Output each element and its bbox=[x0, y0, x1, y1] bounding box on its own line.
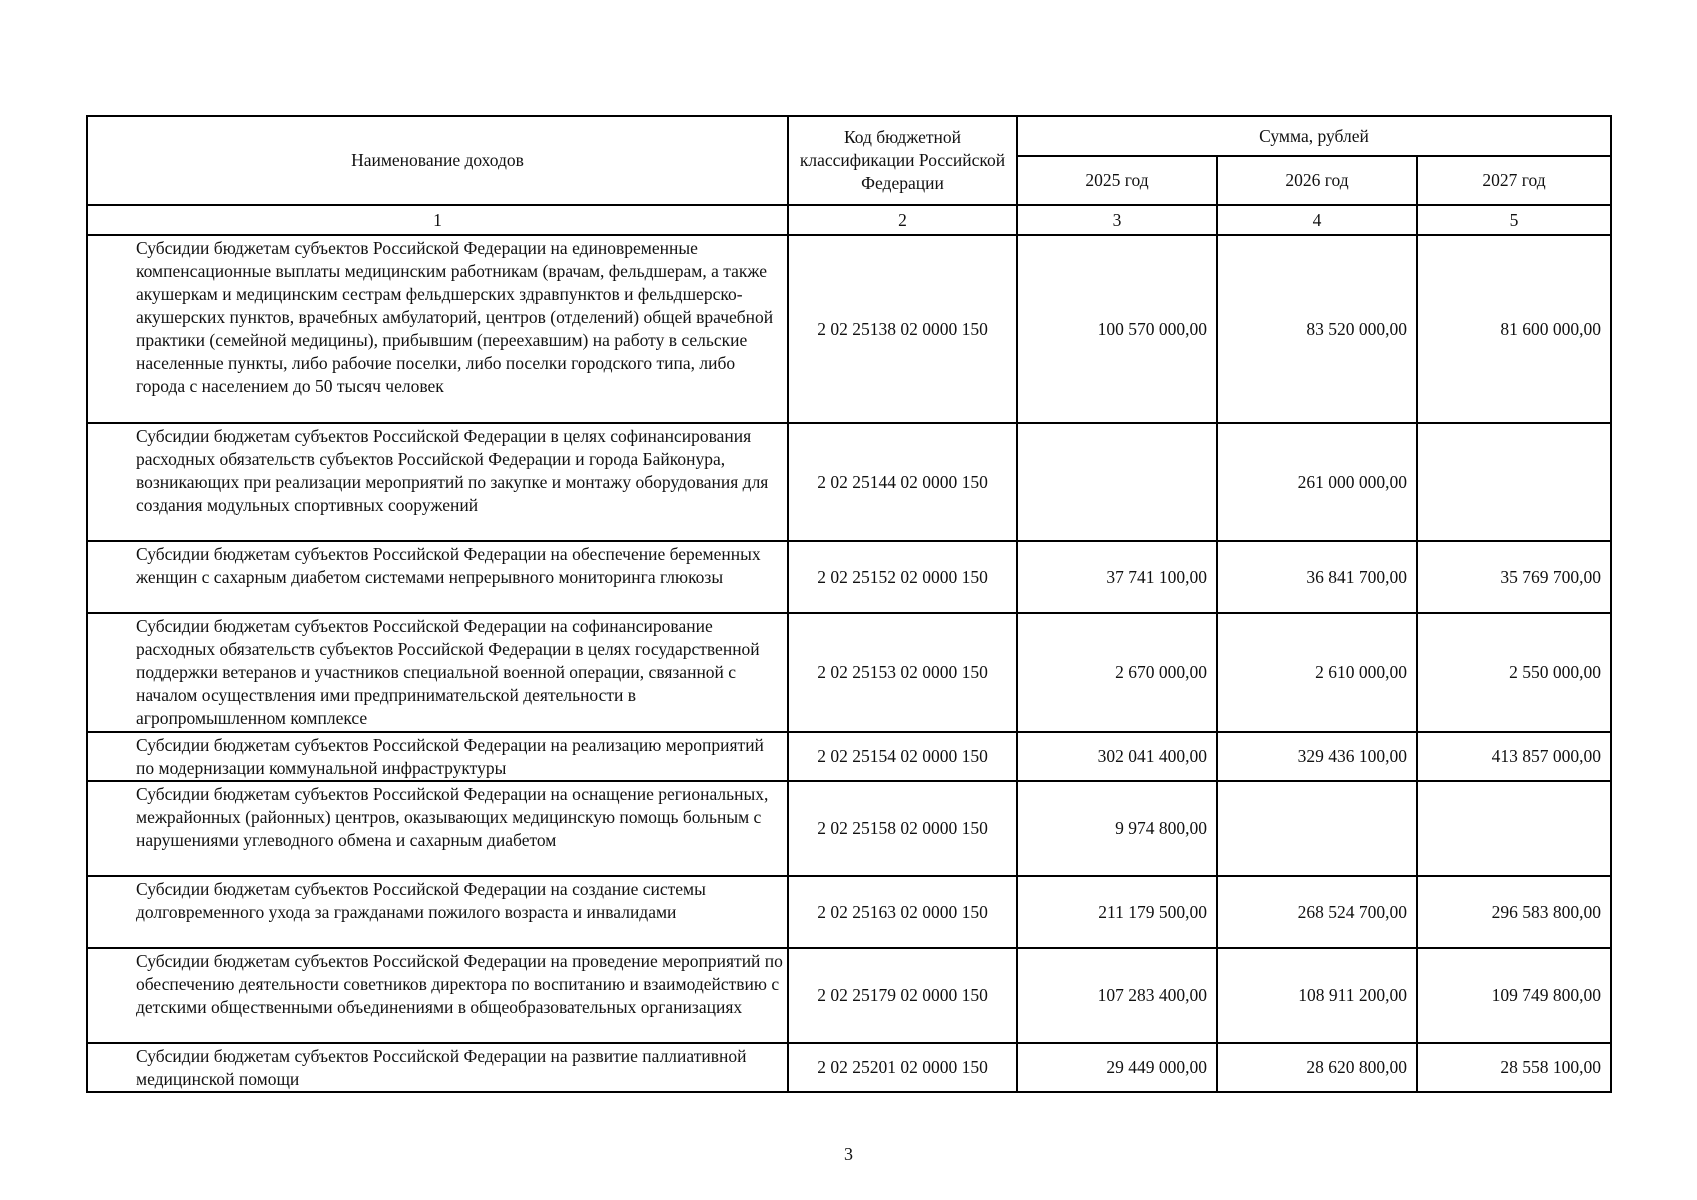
table-row bbox=[87, 541, 1611, 613]
budget-code-cell: 2 02 25154 02 0000 150 bbox=[788, 732, 1017, 781]
budget-code-cell: 2 02 25144 02 0000 150 bbox=[788, 423, 1017, 541]
income-name-cell: Субсидии бюджетам субъектов Российской Федерации на обеспечение беременных женщин с сахарным диабетом системами непрерывного мониторинга глюкозы bbox=[87, 541, 788, 613]
header-year-2026: 2026 год bbox=[1217, 156, 1417, 205]
column-number: 2 bbox=[788, 205, 1017, 235]
amount-2026-cell: 108 911 200,00 bbox=[1217, 948, 1417, 1043]
table-row bbox=[87, 732, 1611, 781]
column-number: 3 bbox=[1017, 205, 1217, 235]
amount-2026-cell: 2 610 000,00 bbox=[1217, 613, 1417, 732]
budget-code-cell: 2 02 25153 02 0000 150 bbox=[788, 613, 1017, 732]
amount-2025-cell: 2 670 000,00 bbox=[1017, 613, 1217, 732]
amount-2025-cell: 9 974 800,00 bbox=[1017, 781, 1217, 876]
income-name-cell: Субсидии бюджетам субъектов Российской Федерации в целях софинансирования расходных обязательств субъектов Российской Федерации и города Байконура, возникающих при реализации мероприятий по закупке и монтажу оборудования для создания модульных спортивных сооружений bbox=[87, 423, 788, 541]
income-name-cell: Субсидии бюджетам субъектов Российской Федерации на реализацию мероприятий по модернизации коммунальной инфраструктуры bbox=[87, 732, 788, 781]
income-name-cell: Субсидии бюджетам субъектов Российской Федерации на оснащение региональных, межрайонных (районных) центров, оказывающих медицинскую помощь больным с нарушениями углеводного обмена и сахарным диабетом bbox=[87, 781, 788, 876]
column-number: 4 bbox=[1217, 205, 1417, 235]
amount-2025-cell: 37 741 100,00 bbox=[1017, 541, 1217, 613]
budget-code-cell: 2 02 25201 02 0000 150 bbox=[788, 1043, 1017, 1092]
amount-2026-cell bbox=[1217, 781, 1417, 876]
amount-2027-cell: 109 749 800,00 bbox=[1417, 948, 1611, 1043]
table-row bbox=[87, 423, 1611, 541]
header-income-name: Наименование доходов bbox=[87, 116, 788, 205]
amount-2027-cell: 35 769 700,00 bbox=[1417, 541, 1611, 613]
amount-2027-cell: 81 600 000,00 bbox=[1417, 235, 1611, 423]
header-sum: Сумма, рублей bbox=[1017, 116, 1611, 156]
amount-2025-cell: 211 179 500,00 bbox=[1017, 876, 1217, 948]
amount-2026-cell: 36 841 700,00 bbox=[1217, 541, 1417, 613]
amount-2026-cell: 261 000 000,00 bbox=[1217, 423, 1417, 541]
table-row bbox=[87, 613, 1611, 732]
header-year-2025: 2025 год bbox=[1017, 156, 1217, 205]
amount-2027-cell: 413 857 000,00 bbox=[1417, 732, 1611, 781]
amount-2025-cell: 100 570 000,00 bbox=[1017, 235, 1217, 423]
page-number: 3 bbox=[844, 1144, 853, 1164]
amount-2026-cell: 329 436 100,00 bbox=[1217, 732, 1417, 781]
income-name-cell: Субсидии бюджетам субъектов Российской Федерации на развитие паллиативной медицинской помощи bbox=[87, 1043, 788, 1092]
budget-code-cell: 2 02 25179 02 0000 150 bbox=[788, 948, 1017, 1043]
table-row bbox=[87, 235, 1611, 423]
amount-2027-cell: 2 550 000,00 bbox=[1417, 613, 1611, 732]
header-year-2027: 2027 год bbox=[1417, 156, 1611, 205]
amount-2027-cell: 296 583 800,00 bbox=[1417, 876, 1611, 948]
income-name-cell: Субсидии бюджетам субъектов Российской Федерации на софинансирование расходных обязательств субъектов Российской Федерации в целях государственной поддержки ветеранов и участников специальной военной операции, связанной с началом осуществления ими предпринимательской деятельности в агропромышленном комплексе bbox=[87, 613, 788, 732]
table-row bbox=[87, 876, 1611, 948]
column-number: 5 bbox=[1417, 205, 1611, 235]
amount-2025-cell bbox=[1017, 423, 1217, 541]
amount-2026-cell: 268 524 700,00 bbox=[1217, 876, 1417, 948]
amount-2027-cell: 28 558 100,00 bbox=[1417, 1043, 1611, 1092]
table-row bbox=[87, 781, 1611, 876]
budget-code-cell: 2 02 25163 02 0000 150 bbox=[788, 876, 1017, 948]
amount-2027-cell bbox=[1417, 423, 1611, 541]
amount-2027-cell bbox=[1417, 781, 1611, 876]
amount-2025-cell: 29 449 000,00 bbox=[1017, 1043, 1217, 1092]
table-row bbox=[87, 1043, 1611, 1092]
table-row bbox=[87, 948, 1611, 1043]
amount-2025-cell: 302 041 400,00 bbox=[1017, 732, 1217, 781]
amount-2026-cell: 28 620 800,00 bbox=[1217, 1043, 1417, 1092]
amount-2026-cell: 83 520 000,00 bbox=[1217, 235, 1417, 423]
budget-code-cell: 2 02 25138 02 0000 150 bbox=[788, 235, 1017, 423]
income-name-cell: Субсидии бюджетам субъектов Российской Федерации на единовременные компенсационные выплаты медицинским работникам (врачам, фельдшерам, а также акушеркам и медицинским сестрам фельдшерских здравпунктов и фельдшерско-акушерских пунктов, врачебных амбулаторий, центров (отделений) общей врачебной практики (семейной медицины), прибывшим (переехавшим) на работу в сельские населенные пункты, либо рабочие поселки, либо поселки городского типа, либо города с населением до 50 тысяч человек bbox=[87, 235, 788, 423]
income-name-cell: Субсидии бюджетам субъектов Российской Федерации на создание системы долговременного ухода за гражданами пожилого возраста и инвалидами bbox=[87, 876, 788, 948]
budget-code-cell: 2 02 25158 02 0000 150 bbox=[788, 781, 1017, 876]
amount-2025-cell: 107 283 400,00 bbox=[1017, 948, 1217, 1043]
header-budget-code: Код бюджетной классификации Российской Федерации bbox=[788, 116, 1017, 205]
column-number: 1 bbox=[87, 205, 788, 235]
revenue-table bbox=[86, 115, 1612, 1093]
income-name-cell: Субсидии бюджетам субъектов Российской Федерации на проведение мероприятий по обеспечению деятельности советников директора по воспитанию и взаимодействию с детскими общественными объединениями в общеобразовательных организациях bbox=[87, 948, 788, 1043]
budget-code-cell: 2 02 25152 02 0000 150 bbox=[788, 541, 1017, 613]
